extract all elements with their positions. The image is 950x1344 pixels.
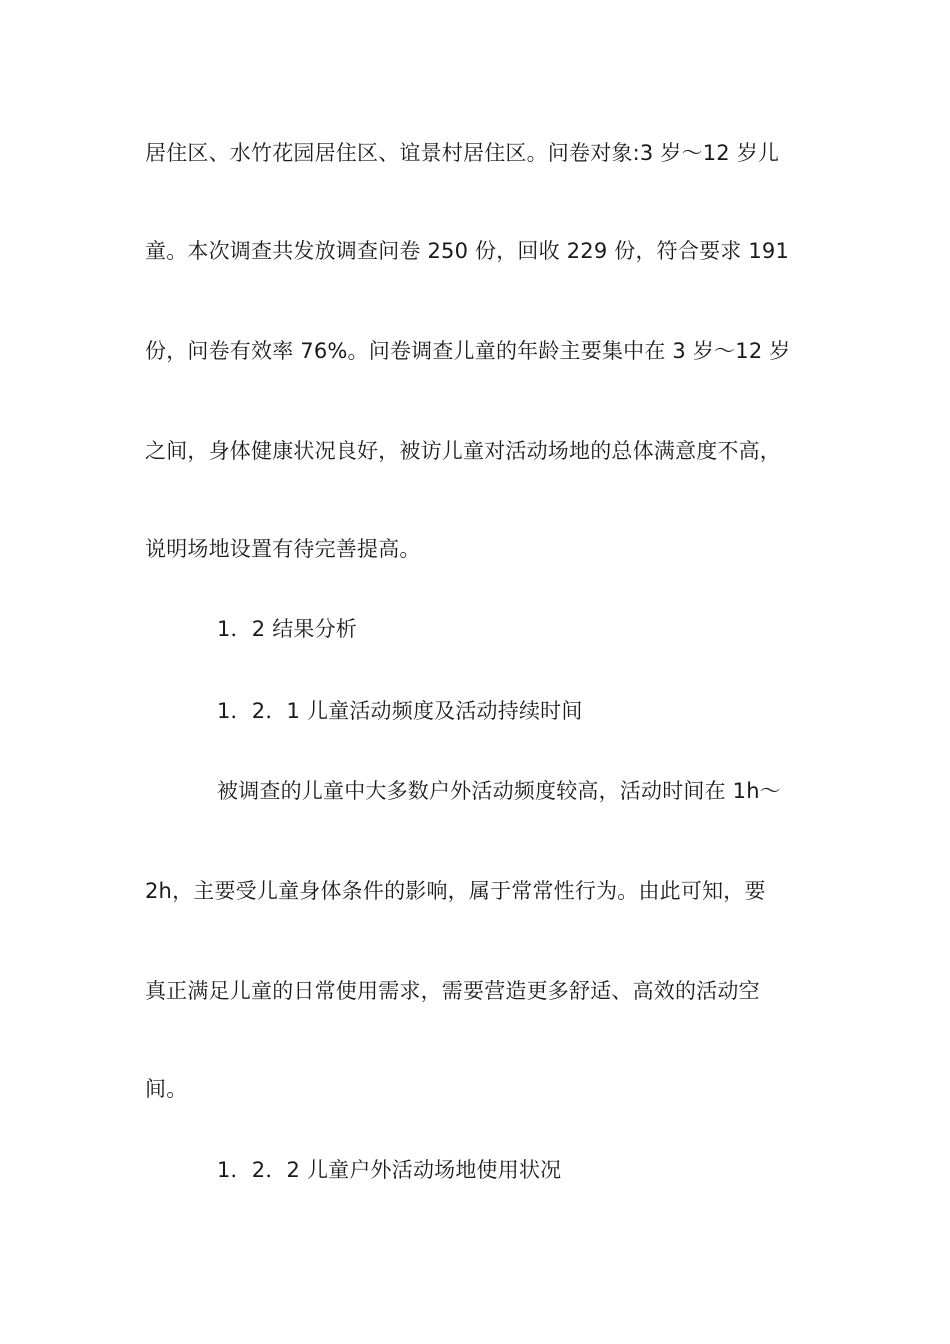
paragraph-line-4: 之间，身体健康状况良好，被访儿童对活动场地的总体满意度不高，: [145, 439, 781, 463]
section-heading-1-2: 1．2 结果分析: [217, 617, 357, 641]
paragraph-line-5: 说明场地设置有待完善提高。: [145, 537, 421, 561]
paragraph-line-7: 2h，主要受儿童身体条件的影响，属于常常性行为。由此可知，要: [145, 879, 766, 903]
paragraph-line-9: 间。: [145, 1077, 188, 1101]
paragraph-line-3: 份，问卷有效率 76%。问卷调查儿童的年龄主要集中在 3 岁～12 岁: [145, 339, 791, 363]
paragraph-line-6: 被调查的儿童中大多数户外活动频度较高，活动时间在 1h～: [217, 779, 781, 803]
subsection-heading-1-2-2: 1．2．2 儿童户外活动场地使用状况: [217, 1158, 562, 1182]
paragraph-line-1: 居住区、水竹花园居住区、谊景村居住区。问卷对象:3 岁～12 岁儿: [145, 141, 780, 165]
paragraph-line-8: 真正满足儿童的日常使用需求，需要营造更多舒适、高效的活动空: [145, 979, 760, 1003]
paragraph-line-2: 童。本次调查共发放调查问卷 250 份，回收 229 份，符合要求 191: [145, 239, 790, 263]
subsection-heading-1-2-1: 1．2．1 儿童活动频度及活动持续时间: [217, 699, 583, 723]
